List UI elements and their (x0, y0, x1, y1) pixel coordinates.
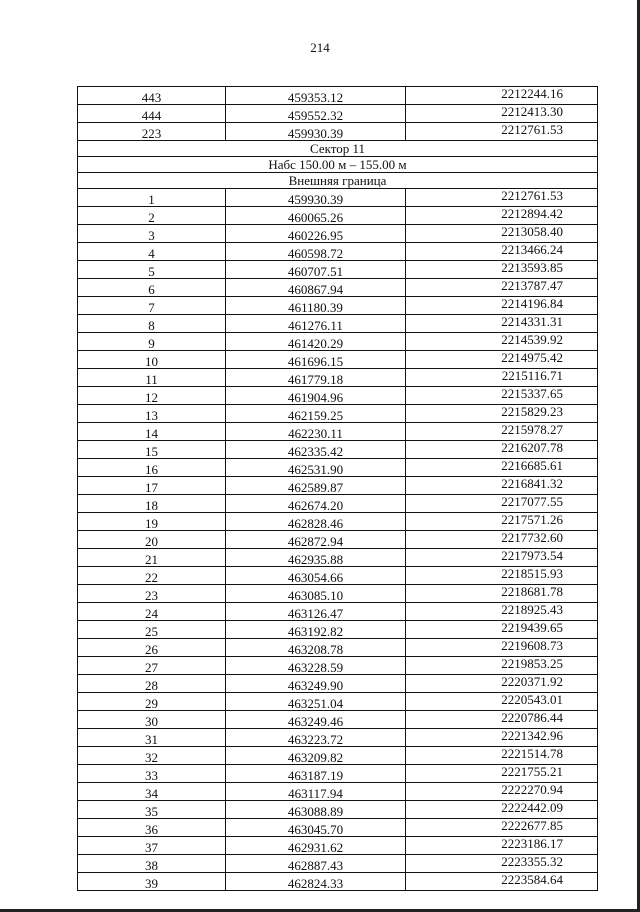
point-number-cell: 38 (78, 855, 226, 873)
x-coordinate-cell: 463251.04 (226, 693, 406, 711)
y-coordinate-cell: 2223355.32 (406, 855, 598, 873)
table-row (78, 123, 598, 141)
point-number-cell: 18 (78, 495, 226, 513)
elevation-range-row (78, 157, 598, 173)
x-coordinate-cell: 462674.20 (226, 495, 406, 513)
x-coordinate-cell: 463187.19 (226, 765, 406, 783)
x-coordinate-cell: 459353.12 (226, 87, 406, 105)
table-row (78, 279, 598, 297)
table-row (78, 369, 598, 387)
point-number-cell: 223 (78, 123, 226, 141)
boundary-title-row (78, 173, 598, 189)
sector-title-row (78, 141, 598, 157)
point-number-cell: 32 (78, 747, 226, 765)
x-coordinate-cell: 461276.11 (226, 315, 406, 333)
table-row (78, 207, 598, 225)
x-coordinate-cell: 459930.39 (226, 189, 406, 207)
y-coordinate-cell: 2222677.85 (406, 819, 598, 837)
boundary-rows (78, 189, 598, 891)
y-coordinate-cell: 2221514.78 (406, 747, 598, 765)
x-coordinate-cell: 459930.39 (226, 123, 406, 141)
table-row (78, 297, 598, 315)
table-row (78, 315, 598, 333)
x-coordinate-cell: 460226.95 (226, 225, 406, 243)
x-coordinate-cell: 461779.18 (226, 369, 406, 387)
table-row (78, 405, 598, 423)
x-coordinate-cell: 462887.43 (226, 855, 406, 873)
y-coordinate-cell: 2215978.27 (406, 423, 598, 441)
table-row (78, 693, 598, 711)
boundary-title: Внешняя граница (78, 173, 598, 189)
table-row (78, 87, 598, 105)
y-coordinate-cell: 2215337.65 (406, 387, 598, 405)
table-row (78, 261, 598, 279)
table-row (78, 243, 598, 261)
x-coordinate-cell: 463045.70 (226, 819, 406, 837)
table-row (78, 639, 598, 657)
x-coordinate-cell: 462159.25 (226, 405, 406, 423)
point-number-cell: 21 (78, 549, 226, 567)
x-coordinate-cell: 463085.10 (226, 585, 406, 603)
table-row (78, 567, 598, 585)
point-number-cell: 4 (78, 243, 226, 261)
point-number-cell: 1 (78, 189, 226, 207)
y-coordinate-cell: 2222270.94 (406, 783, 598, 801)
table-row (78, 603, 598, 621)
x-coordinate-cell: 460707.51 (226, 261, 406, 279)
point-number-cell: 15 (78, 441, 226, 459)
y-coordinate-cell: 2213593.85 (406, 261, 598, 279)
y-coordinate-cell: 2223186.17 (406, 837, 598, 855)
point-number-cell: 13 (78, 405, 226, 423)
y-coordinate-cell: 2218681.78 (406, 585, 598, 603)
table-row (78, 837, 598, 855)
point-number-cell: 23 (78, 585, 226, 603)
point-number-cell: 20 (78, 531, 226, 549)
x-coordinate-cell: 462230.11 (226, 423, 406, 441)
x-coordinate-cell: 462935.88 (226, 549, 406, 567)
point-number-cell: 6 (78, 279, 226, 297)
table-row (78, 441, 598, 459)
y-coordinate-cell: 2221342.96 (406, 729, 598, 747)
point-number-cell: 39 (78, 873, 226, 891)
point-number-cell: 9 (78, 333, 226, 351)
y-coordinate-cell: 2216841.32 (406, 477, 598, 495)
table-row (78, 531, 598, 549)
y-coordinate-cell: 2217973.54 (406, 549, 598, 567)
point-number-cell: 14 (78, 423, 226, 441)
x-coordinate-cell: 462589.87 (226, 477, 406, 495)
point-number-cell: 26 (78, 639, 226, 657)
table-row (78, 495, 598, 513)
coordinates-table (77, 86, 598, 891)
y-coordinate-cell: 2216685.61 (406, 459, 598, 477)
point-number-cell: 10 (78, 351, 226, 369)
table-row (78, 855, 598, 873)
table-row (78, 801, 598, 819)
table-row (78, 105, 598, 123)
point-number-cell: 28 (78, 675, 226, 693)
y-coordinate-cell: 2212894.42 (406, 207, 598, 225)
table-row (78, 783, 598, 801)
table-row (78, 387, 598, 405)
y-coordinate-cell: 2220543.01 (406, 693, 598, 711)
point-number-cell: 8 (78, 315, 226, 333)
x-coordinate-cell: 461420.29 (226, 333, 406, 351)
point-number-cell: 35 (78, 801, 226, 819)
x-coordinate-cell: 462872.94 (226, 531, 406, 549)
y-coordinate-cell: 2213058.40 (406, 225, 598, 243)
point-number-cell: 29 (78, 693, 226, 711)
y-coordinate-cell: 2219853.25 (406, 657, 598, 675)
point-number-cell: 16 (78, 459, 226, 477)
y-coordinate-cell: 2214975.42 (406, 351, 598, 369)
point-number-cell: 36 (78, 819, 226, 837)
y-coordinate-cell: 2218925.43 (406, 603, 598, 621)
table-row (78, 621, 598, 639)
y-coordinate-cell: 2215829.23 (406, 405, 598, 423)
point-number-cell: 30 (78, 711, 226, 729)
y-coordinate-cell: 2215116.71 (406, 369, 598, 387)
y-coordinate-cell: 2212244.16 (406, 87, 598, 105)
point-number-cell: 5 (78, 261, 226, 279)
x-coordinate-cell: 459552.32 (226, 105, 406, 123)
table-row (78, 351, 598, 369)
table-row (78, 657, 598, 675)
table-row (78, 675, 598, 693)
page-number: 214 (310, 40, 330, 55)
x-coordinate-cell: 461696.15 (226, 351, 406, 369)
point-number-cell: 24 (78, 603, 226, 621)
table-row (78, 765, 598, 783)
x-coordinate-cell: 463228.59 (226, 657, 406, 675)
point-number-cell: 7 (78, 297, 226, 315)
y-coordinate-cell: 2217571.26 (406, 513, 598, 531)
x-coordinate-cell: 463126.47 (226, 603, 406, 621)
x-coordinate-cell: 462824.33 (226, 873, 406, 891)
x-coordinate-cell: 463209.82 (226, 747, 406, 765)
y-coordinate-cell: 2212761.53 (406, 189, 598, 207)
point-number-cell: 19 (78, 513, 226, 531)
point-number-cell: 443 (78, 87, 226, 105)
table-row (78, 459, 598, 477)
point-number-cell: 34 (78, 783, 226, 801)
x-coordinate-cell: 461904.96 (226, 387, 406, 405)
y-coordinate-cell: 2213466.24 (406, 243, 598, 261)
y-coordinate-cell: 2216207.78 (406, 441, 598, 459)
table-row (78, 549, 598, 567)
point-number-cell: 37 (78, 837, 226, 855)
table-row (78, 873, 598, 891)
y-coordinate-cell: 2221755.21 (406, 765, 598, 783)
y-coordinate-cell: 2222442.09 (406, 801, 598, 819)
y-coordinate-cell: 2213787.47 (406, 279, 598, 297)
point-number-cell: 444 (78, 105, 226, 123)
table-row (78, 423, 598, 441)
x-coordinate-cell: 463054.66 (226, 567, 406, 585)
section-header (78, 141, 598, 189)
table-row (78, 585, 598, 603)
y-coordinate-cell: 2217732.60 (406, 531, 598, 549)
point-number-cell: 2 (78, 207, 226, 225)
table-row (78, 477, 598, 495)
point-number-cell: 3 (78, 225, 226, 243)
point-number-cell: 33 (78, 765, 226, 783)
point-number-cell: 25 (78, 621, 226, 639)
x-coordinate-cell: 461180.39 (226, 297, 406, 315)
y-coordinate-cell: 2214331.31 (406, 315, 598, 333)
y-coordinate-cell: 2218515.93 (406, 567, 598, 585)
table-row (78, 189, 598, 207)
point-number-cell: 17 (78, 477, 226, 495)
point-number-cell: 12 (78, 387, 226, 405)
table-row (78, 729, 598, 747)
x-coordinate-cell: 463117.94 (226, 783, 406, 801)
point-number-cell: 22 (78, 567, 226, 585)
top-rows (78, 87, 598, 141)
x-coordinate-cell: 462828.46 (226, 513, 406, 531)
table-row (78, 711, 598, 729)
y-coordinate-cell: 2223584.64 (406, 873, 598, 891)
x-coordinate-cell: 460867.94 (226, 279, 406, 297)
y-coordinate-cell: 2214196.84 (406, 297, 598, 315)
sector-title: Сектор 11 (78, 141, 598, 157)
y-coordinate-cell: 2220786.44 (406, 711, 598, 729)
y-coordinate-cell: 2219439.65 (406, 621, 598, 639)
y-coordinate-cell: 2212761.53 (406, 123, 598, 141)
table-row (78, 819, 598, 837)
x-coordinate-cell: 463088.89 (226, 801, 406, 819)
x-coordinate-cell: 462531.90 (226, 459, 406, 477)
y-coordinate-cell: 2217077.55 (406, 495, 598, 513)
x-coordinate-cell: 460598.72 (226, 243, 406, 261)
x-coordinate-cell: 463249.90 (226, 675, 406, 693)
x-coordinate-cell: 463223.72 (226, 729, 406, 747)
y-coordinate-cell: 2214539.92 (406, 333, 598, 351)
point-number-cell: 11 (78, 369, 226, 387)
elevation-range: Набс 150.00 м – 155.00 м (78, 157, 598, 173)
table-row (78, 333, 598, 351)
y-coordinate-cell: 2219608.73 (406, 639, 598, 657)
x-coordinate-cell: 460065.26 (226, 207, 406, 225)
x-coordinate-cell: 463192.82 (226, 621, 406, 639)
table-row (78, 513, 598, 531)
x-coordinate-cell: 462931.62 (226, 837, 406, 855)
y-coordinate-cell: 2220371.92 (406, 675, 598, 693)
x-coordinate-cell: 462335.42 (226, 441, 406, 459)
x-coordinate-cell: 463208.78 (226, 639, 406, 657)
table-row (78, 225, 598, 243)
y-coordinate-cell: 2212413.30 (406, 105, 598, 123)
x-coordinate-cell: 463249.46 (226, 711, 406, 729)
point-number-cell: 27 (78, 657, 226, 675)
point-number-cell: 31 (78, 729, 226, 747)
table-row (78, 747, 598, 765)
